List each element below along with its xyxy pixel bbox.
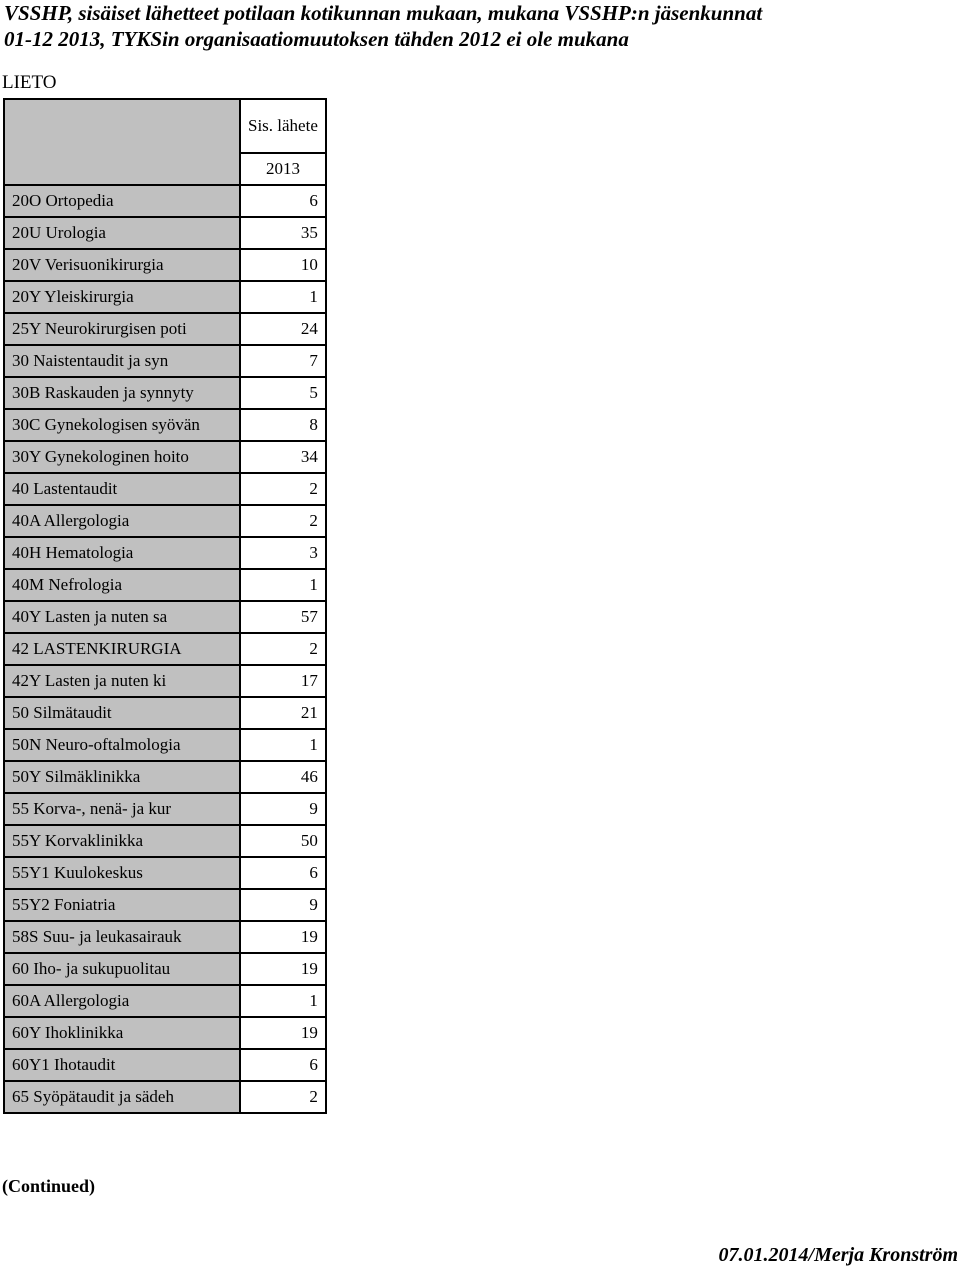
- table-row: [4, 665, 326, 697]
- row-value: 57: [240, 601, 326, 633]
- row-value: 1: [240, 569, 326, 601]
- table-row: [4, 345, 326, 377]
- table-row: [4, 985, 326, 1017]
- row-value: 2: [240, 505, 326, 537]
- row-specialty: 60Y1 Ihotaudit: [4, 1049, 240, 1081]
- row-specialty: 55 Korva-, nenä- ja kur: [4, 793, 240, 825]
- row-specialty: 30B Raskauden ja synnyty: [4, 377, 240, 409]
- row-value: 2: [240, 473, 326, 505]
- row-value: 1: [240, 985, 326, 1017]
- row-value: 1: [240, 729, 326, 761]
- table-row: [4, 633, 326, 665]
- row-value: 1: [240, 281, 326, 313]
- row-value: 6: [240, 1049, 326, 1081]
- title-line-1: VSSHP, sisäiset lähetteet potilaan kotikunnan mukaan, mukana VSSHP:n jäsenkunnat: [4, 1, 763, 25]
- table-body: [4, 99, 326, 1113]
- row-specialty: 40A Allergologia: [4, 505, 240, 537]
- table-row: [4, 1049, 326, 1081]
- row-value: 2: [240, 1081, 326, 1113]
- row-specialty: 20V Verisuonikirurgia: [4, 249, 240, 281]
- table-row: [4, 281, 326, 313]
- row-value: 46: [240, 761, 326, 793]
- row-specialty: 25Y Neurokirurgisen poti: [4, 313, 240, 345]
- row-specialty: 20Y Yleiskirurgia: [4, 281, 240, 313]
- referrals-table: [3, 98, 327, 1114]
- table-row: [4, 761, 326, 793]
- table-row: [4, 1017, 326, 1049]
- table-row: [4, 505, 326, 537]
- row-specialty: 50 Silmätaudit: [4, 697, 240, 729]
- table-row: [4, 1081, 326, 1113]
- row-specialty: 40 Lastentaudit: [4, 473, 240, 505]
- row-value: 9: [240, 889, 326, 921]
- row-specialty: 60A Allergologia: [4, 985, 240, 1017]
- row-value: 6: [240, 857, 326, 889]
- row-specialty: 40M Nefrologia: [4, 569, 240, 601]
- column-header-label: Sis. lähete: [240, 99, 326, 153]
- row-specialty: 42 LASTENKIRURGIA: [4, 633, 240, 665]
- row-value: 35: [240, 217, 326, 249]
- row-value: 3: [240, 537, 326, 569]
- table-row: [4, 921, 326, 953]
- row-specialty: 55Y Korvaklinikka: [4, 825, 240, 857]
- row-value: 21: [240, 697, 326, 729]
- row-specialty: 30Y Gynekologinen hoito: [4, 441, 240, 473]
- table-row: [4, 825, 326, 857]
- row-value: 9: [240, 793, 326, 825]
- table-row: [4, 953, 326, 985]
- table-row: [4, 313, 326, 345]
- row-value: 7: [240, 345, 326, 377]
- row-value: 17: [240, 665, 326, 697]
- row-specialty: 50N Neuro-oftalmologia: [4, 729, 240, 761]
- table-row: [4, 889, 326, 921]
- row-specialty: 60Y Ihoklinikka: [4, 1017, 240, 1049]
- row-value: 19: [240, 921, 326, 953]
- row-value: 34: [240, 441, 326, 473]
- table-row: [4, 473, 326, 505]
- row-specialty: 65 Syöpätaudit ja sädeh: [4, 1081, 240, 1113]
- row-value: 5: [240, 377, 326, 409]
- table-row: [4, 601, 326, 633]
- table-row: [4, 249, 326, 281]
- row-specialty: 30 Naistentaudit ja syn: [4, 345, 240, 377]
- row-value: 8: [240, 409, 326, 441]
- row-value: 50: [240, 825, 326, 857]
- report-title: [4, 0, 762, 52]
- table-row: [4, 217, 326, 249]
- row-value: 19: [240, 953, 326, 985]
- row-value: 6: [240, 185, 326, 217]
- row-specialty: 40H Hematologia: [4, 537, 240, 569]
- title-line-2: 01-12 2013, TYKSin organisaatiomuutoksen tähden 2012 ei ole mukana: [4, 27, 629, 51]
- row-specialty: 20U Urologia: [4, 217, 240, 249]
- footer-signature: 07.01.2014/Merja Kronström: [718, 1244, 958, 1266]
- row-specialty: 30C Gynekologisen syövän: [4, 409, 240, 441]
- table-row: [4, 569, 326, 601]
- table-row: [4, 185, 326, 217]
- table-row: [4, 377, 326, 409]
- header-blank-cell: [4, 99, 240, 185]
- row-specialty: 60 Iho- ja sukupuolitau: [4, 953, 240, 985]
- column-header-year: 2013: [240, 153, 326, 185]
- table-header-row-1: [4, 99, 326, 153]
- table-row: [4, 793, 326, 825]
- row-value: 2: [240, 633, 326, 665]
- row-specialty: 20O Ortopedia: [4, 185, 240, 217]
- table-row: [4, 537, 326, 569]
- row-specialty: 55Y2 Foniatria: [4, 889, 240, 921]
- row-value: 19: [240, 1017, 326, 1049]
- table-row: [4, 409, 326, 441]
- row-specialty: 50Y Silmäklinikka: [4, 761, 240, 793]
- row-specialty: 42Y Lasten ja nuten ki: [4, 665, 240, 697]
- row-value: 10: [240, 249, 326, 281]
- table-row: [4, 729, 326, 761]
- row-specialty: 55Y1 Kuulokeskus: [4, 857, 240, 889]
- row-value: 24: [240, 313, 326, 345]
- municipality-label: LIETO: [2, 72, 57, 93]
- table-row: [4, 857, 326, 889]
- continued-note: (Continued): [2, 1176, 96, 1196]
- table-row: [4, 441, 326, 473]
- row-specialty: 58S Suu- ja leukasairauk: [4, 921, 240, 953]
- row-specialty: 40Y Lasten ja nuten sa: [4, 601, 240, 633]
- table-row: [4, 697, 326, 729]
